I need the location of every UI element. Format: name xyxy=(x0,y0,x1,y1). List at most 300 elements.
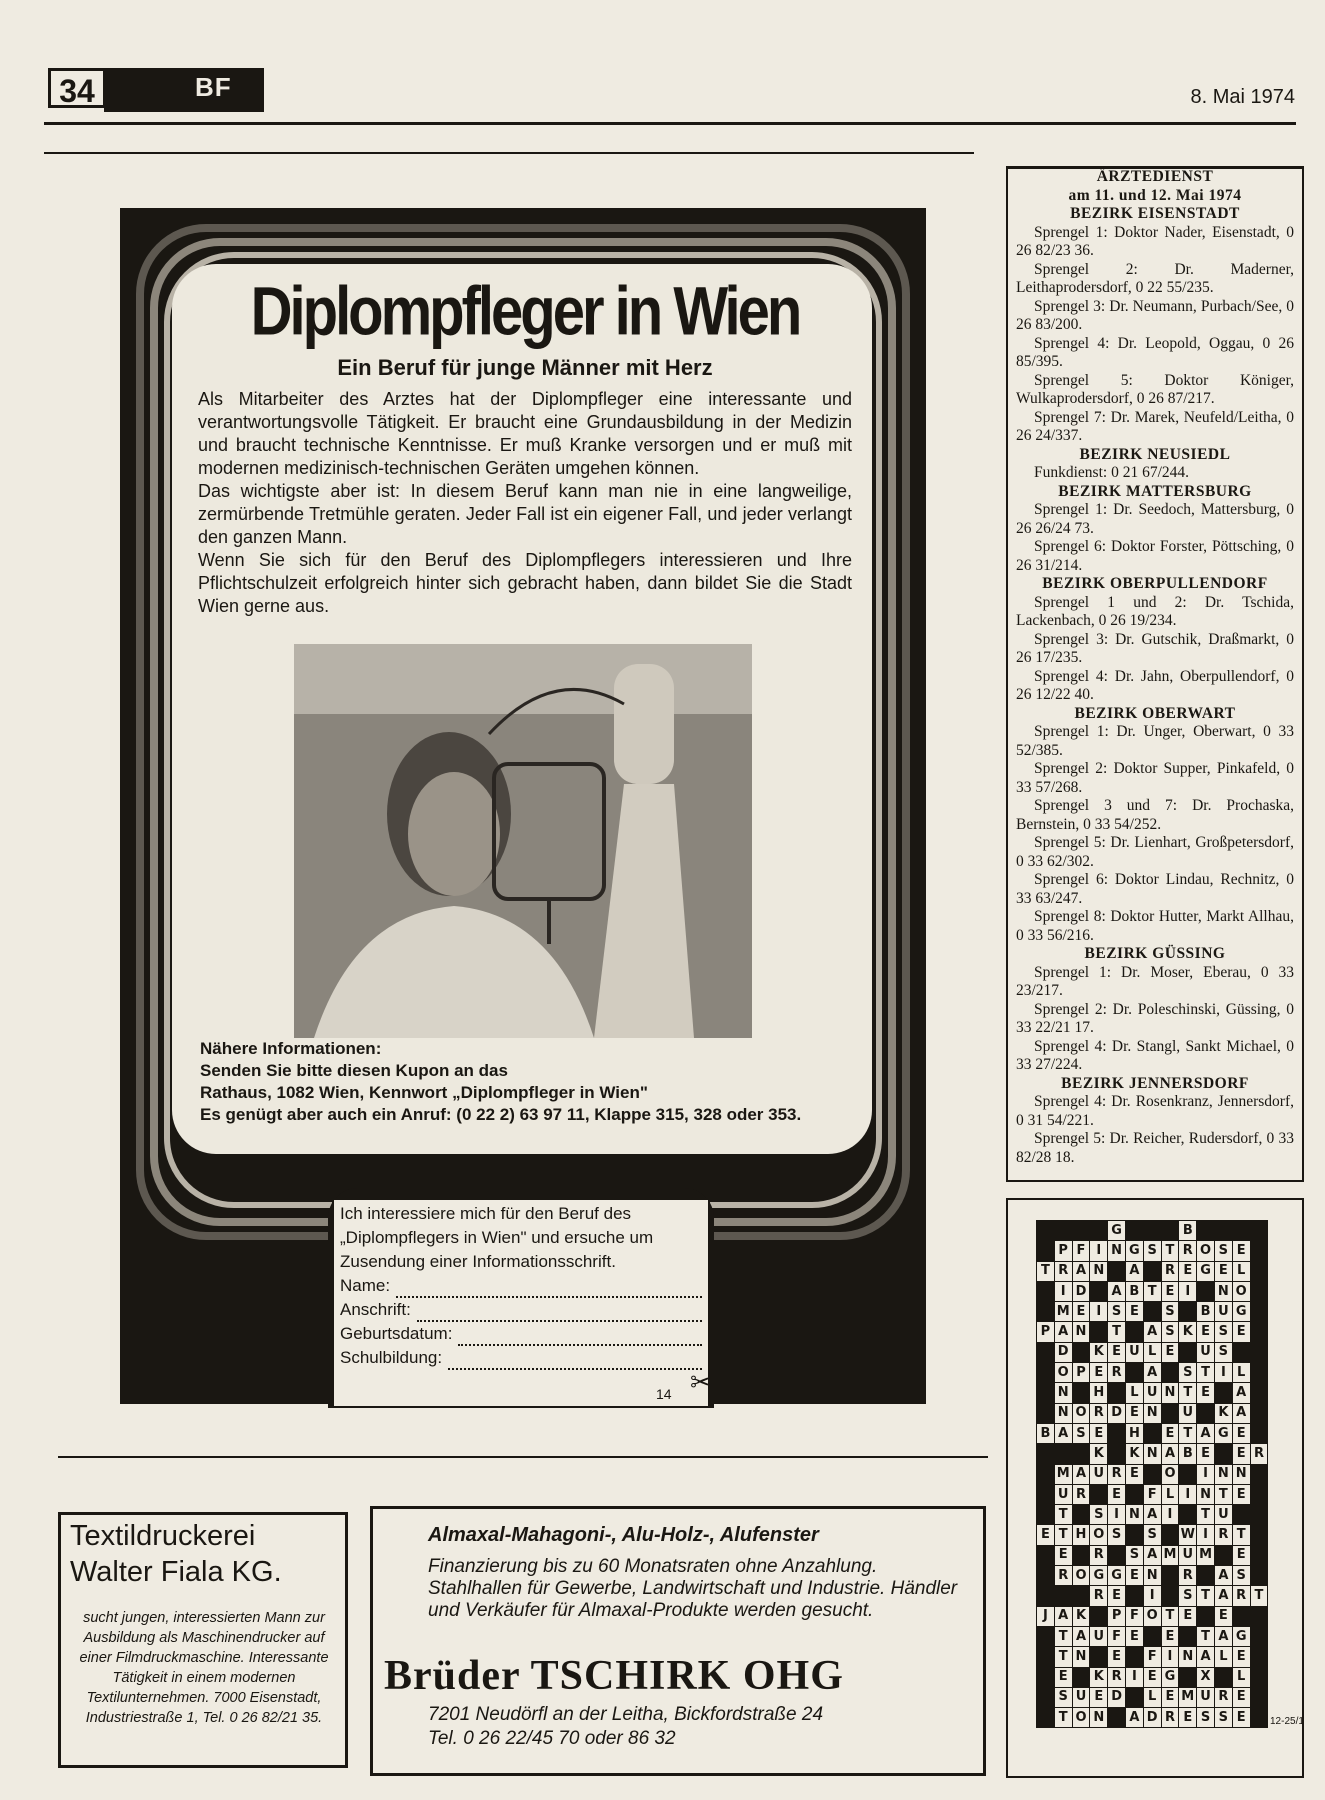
crossword-black-cell xyxy=(1125,1322,1143,1342)
crossword-cell: K xyxy=(1072,1606,1090,1626)
crossword-cell: M xyxy=(1197,1545,1215,1565)
crossword-cell: S xyxy=(1214,1342,1232,1362)
crossword-row xyxy=(1037,1687,1268,1707)
doctor-entry: Sprengel 1: Dr. Unger, Oberwart, 0 33 52/385. xyxy=(1016,723,1294,759)
crossword-cell: R xyxy=(1179,1241,1197,1261)
crossword-cell: U xyxy=(1179,1403,1197,1423)
crossword-black-cell xyxy=(1250,1667,1268,1687)
almaxal-ad-title: Almaxal-Mahagoni-, Alu-Holz-, Alufenster xyxy=(428,1524,819,1546)
crossword-cell: J xyxy=(1037,1606,1055,1626)
crossword-number: 12-25/1 xyxy=(1270,1716,1304,1727)
coupon-field-address[interactable] xyxy=(340,1298,702,1322)
crossword-cell: D xyxy=(1143,1708,1161,1728)
crossword-cell: E xyxy=(1125,1566,1143,1586)
crossword-cell: N xyxy=(1054,1403,1072,1423)
crossword-cell: G xyxy=(1090,1566,1108,1586)
crossword-black-cell xyxy=(1072,1342,1090,1362)
crossword-cell: R xyxy=(1250,1444,1268,1464)
crossword-cell: R xyxy=(1161,1261,1179,1281)
crossword-black-cell xyxy=(1037,1464,1055,1484)
crossword-cell: S xyxy=(1179,1363,1197,1383)
crossword-cell: T xyxy=(1054,1708,1072,1728)
nurse-photo-illustration xyxy=(294,644,752,1038)
ad-paragraph: Das wichtigste aber ist: In diesem Beruf kann man nie in eine langweilige, zermürbende Tretmühle geraten. Jeder Fall ist ein eigener Fall, und jeder verlangt den ganzen Mann. xyxy=(198,481,852,547)
crossword-black-cell xyxy=(1072,1586,1090,1606)
crossword-black-cell xyxy=(1250,1525,1268,1545)
crossword-cell: E xyxy=(1072,1302,1090,1322)
crossword-black-cell xyxy=(1108,1545,1126,1565)
crossword-cell: L xyxy=(1143,1342,1161,1362)
ad-title: Diplompfleger in Wien xyxy=(250,273,800,350)
crossword-cell: G xyxy=(1232,1302,1250,1322)
crossword-cell: A xyxy=(1214,1626,1232,1646)
crossword-cell: T xyxy=(1214,1484,1232,1504)
crossword-cell: S xyxy=(1161,1322,1179,1342)
crossword-cell: H xyxy=(1125,1423,1143,1443)
crossword-black-cell xyxy=(1197,1566,1215,1586)
crossword-black-cell xyxy=(1143,1302,1161,1322)
crossword-black-cell xyxy=(1125,1647,1143,1667)
crossword-row xyxy=(1037,1342,1268,1362)
crossword-cell: E xyxy=(1143,1667,1161,1687)
crossword-cell: G xyxy=(1108,1221,1126,1241)
crossword-black-cell xyxy=(1108,1383,1126,1403)
crossword-cell: K xyxy=(1090,1667,1108,1687)
crossword-cell: U xyxy=(1090,1464,1108,1484)
crossword-cell: W xyxy=(1179,1525,1197,1545)
section-label: BF xyxy=(195,72,232,102)
crossword-cell: M xyxy=(1054,1464,1072,1484)
crossword-cell: E xyxy=(1125,1403,1143,1423)
doctor-entry: Sprengel 4: Dr. Rosenkranz, Jennersdorf, 0 31 54/221. xyxy=(1016,1093,1294,1129)
textil-ad-name: Textildruckerei xyxy=(70,1520,256,1552)
crossword-cell: E xyxy=(1232,1545,1250,1565)
field-line[interactable] xyxy=(417,1306,702,1322)
crossword-cell: T xyxy=(1054,1525,1072,1545)
crossword-cell: P xyxy=(1072,1363,1090,1383)
crossword-cell: R xyxy=(1054,1566,1072,1586)
crossword-cell: T xyxy=(1197,1626,1215,1646)
field-line[interactable] xyxy=(458,1330,702,1346)
crossword-cell: F xyxy=(1125,1606,1143,1626)
crossword-black-cell xyxy=(1090,1281,1108,1301)
crossword-cell: T xyxy=(1037,1261,1055,1281)
crossword-cell: N xyxy=(1108,1241,1126,1261)
crossword-cell: G xyxy=(1197,1261,1215,1281)
crossword-cell: I xyxy=(1197,1525,1215,1545)
crossword-black-cell xyxy=(1037,1545,1055,1565)
crossword-cell: L xyxy=(1143,1687,1161,1707)
crossword-cell: L xyxy=(1232,1261,1250,1281)
crossword-cell: U xyxy=(1214,1505,1232,1525)
crossword-cell: I xyxy=(1108,1505,1126,1525)
crossword-black-cell xyxy=(1037,1302,1055,1322)
crossword-black-cell xyxy=(1125,1484,1143,1504)
district-heading: BEZIRK OBERWART xyxy=(1074,704,1236,722)
crossword-cell: O xyxy=(1054,1363,1072,1383)
field-label: Geburtsdatum: xyxy=(340,1324,453,1343)
crossword-cell: N xyxy=(1143,1566,1161,1586)
crossword-black-cell xyxy=(1197,1403,1215,1423)
header-rule xyxy=(44,122,1296,125)
crossword-cell: L xyxy=(1232,1363,1250,1383)
crossword-cell: T xyxy=(1250,1586,1268,1606)
crossword-cell: R xyxy=(1214,1687,1232,1707)
crossword-cell: U xyxy=(1125,1342,1143,1362)
crossword-cell: A xyxy=(1143,1322,1161,1342)
doctor-entry: Sprengel 2: Dr. Poleschinski, Güssing, 0 33 22/21 17. xyxy=(1016,1000,1294,1036)
crossword-black-cell xyxy=(1037,1687,1055,1707)
crossword-black-cell xyxy=(1037,1626,1055,1646)
crossword-cell: I xyxy=(1197,1464,1215,1484)
crossword-cell: A xyxy=(1143,1505,1161,1525)
info-line: Es genügt aber auch ein Anruf: (0 22 2) 63 97 11, Klappe 315, 328 oder 353. xyxy=(200,1105,802,1124)
crossword-black-cell xyxy=(1250,1261,1268,1281)
crossword-cell: R xyxy=(1090,1586,1108,1606)
crossword-black-cell xyxy=(1090,1606,1108,1626)
doctor-entry: Funkdienst: 0 21 67/244. xyxy=(1034,464,1190,481)
crossword-cell: E xyxy=(1232,1322,1250,1342)
crossword-black-cell xyxy=(1179,1464,1197,1484)
crossword-cell: E xyxy=(1125,1302,1143,1322)
crossword-cell: L xyxy=(1161,1484,1179,1504)
crossword-cell: S xyxy=(1214,1322,1232,1342)
crossword-cell: N xyxy=(1214,1281,1232,1301)
crossword-black-cell xyxy=(1250,1606,1268,1626)
crossword-black-cell xyxy=(1214,1444,1232,1464)
crossword-cell: T xyxy=(1161,1606,1179,1626)
crossword-cell: X xyxy=(1197,1667,1215,1687)
crossword-black-cell xyxy=(1037,1342,1055,1362)
crossword-row xyxy=(1037,1566,1268,1586)
crossword-cell: N xyxy=(1143,1444,1161,1464)
crossword-cell: P xyxy=(1054,1241,1072,1261)
crossword-cell: N xyxy=(1090,1261,1108,1281)
crossword-cell: T xyxy=(1161,1241,1179,1261)
crossword-cell: O xyxy=(1072,1708,1090,1728)
crossword-cell: R xyxy=(1232,1586,1250,1606)
crossword-cell: U xyxy=(1197,1342,1215,1362)
crossword-row xyxy=(1037,1484,1268,1504)
crossword-black-cell xyxy=(1072,1667,1090,1687)
crossword-black-cell xyxy=(1108,1423,1126,1443)
crossword-cell: E xyxy=(1232,1708,1250,1728)
crossword-cell: A xyxy=(1125,1261,1143,1281)
crossword-black-cell xyxy=(1250,1708,1268,1728)
doctor-entry: Sprengel 4: Dr. Leopold, Oggau, 0 26 85/395. xyxy=(1016,334,1294,370)
crossword-cell: E xyxy=(1125,1626,1143,1646)
coupon xyxy=(332,1198,710,1408)
crossword-cell: R xyxy=(1179,1566,1197,1586)
crossword-row xyxy=(1037,1606,1268,1626)
crossword-cell: P xyxy=(1108,1606,1126,1626)
crossword-black-cell xyxy=(1037,1566,1055,1586)
ad-subtitle: Ein Beruf für junge Männer mit Herz xyxy=(337,355,713,380)
crossword-black-cell xyxy=(1090,1647,1108,1667)
crossword-cell: E xyxy=(1232,1647,1250,1667)
crossword-black-cell xyxy=(1037,1241,1055,1261)
crossword-black-cell xyxy=(1250,1363,1268,1383)
crossword-black-cell xyxy=(1037,1383,1055,1403)
crossword-cell: E xyxy=(1161,1281,1179,1301)
crossword-black-cell xyxy=(1232,1342,1250,1362)
crossword-cell: A xyxy=(1125,1708,1143,1728)
crossword-cell: R xyxy=(1054,1261,1072,1281)
doctor-entry: Sprengel 1: Dr. Moser, Eberau, 0 33 23/217. xyxy=(1016,963,1294,999)
field-line[interactable] xyxy=(448,1354,702,1370)
district-heading: BEZIRK OBERPULLENDORF xyxy=(1042,575,1268,592)
crossword-cell: T xyxy=(1232,1525,1250,1545)
crossword-cell: K xyxy=(1214,1403,1232,1423)
crossword-cell: F xyxy=(1143,1484,1161,1504)
crossword-cell: O xyxy=(1072,1403,1090,1423)
crossword-black-cell xyxy=(1037,1403,1055,1423)
crossword-cell: E xyxy=(1037,1525,1055,1545)
crossword-black-cell xyxy=(1090,1484,1108,1504)
aerztedienst-list xyxy=(1016,205,1294,1167)
textil-ad-company: Walter Fiala KG. xyxy=(70,1556,282,1588)
crossword-black-cell xyxy=(1250,1281,1268,1301)
crossword-cell: E xyxy=(1161,1342,1179,1362)
crossword-cell: A xyxy=(1232,1403,1250,1423)
crossword-row xyxy=(1037,1525,1268,1545)
crossword-cell: R xyxy=(1108,1464,1126,1484)
crossword-cell: F xyxy=(1143,1647,1161,1667)
crossword-cell: T xyxy=(1179,1383,1197,1403)
crossword-cell: O xyxy=(1143,1606,1161,1626)
crossword-cell: I xyxy=(1161,1647,1179,1667)
crossword-cell: N xyxy=(1054,1383,1072,1403)
crossword-row xyxy=(1037,1626,1268,1646)
crossword-row xyxy=(1037,1403,1268,1423)
crossword-row xyxy=(1037,1545,1268,1565)
crossword-black-cell xyxy=(1037,1221,1055,1241)
doctor-entry: Sprengel 2: Dr. Maderner, Leithaprodersdorf, 0 22 55/235. xyxy=(1016,260,1294,296)
crossword-cell: E xyxy=(1161,1687,1179,1707)
crossword-cell: T xyxy=(1197,1586,1215,1606)
textil-ad-body: sucht jungen, interessierten Mann zur Ausbildung als Maschinendrucker auf einer Filmdruckmaschine. Interessante Tätigkeit in einem modernen Textilunternehmen. 7000 Eisenstadt, Industriestraße 1, Tel. 0 26 82/21 35. xyxy=(79,1610,329,1726)
crossword-black-cell xyxy=(1072,1444,1090,1464)
coupon-number: 14 xyxy=(656,1386,672,1402)
field-label: Anschrift: xyxy=(340,1300,411,1319)
crossword-row xyxy=(1037,1505,1268,1525)
crossword-cell: S xyxy=(1232,1566,1250,1586)
crossword-black-cell xyxy=(1232,1606,1250,1626)
field-label: Name: xyxy=(340,1276,391,1295)
nurse-photo xyxy=(294,644,752,1038)
crossword-row xyxy=(1037,1261,1268,1281)
doctor-entry: Sprengel 4: Dr. Stangl, Sankt Michael, 0 33 27/224. xyxy=(1016,1037,1294,1073)
crossword-cell: E xyxy=(1090,1363,1108,1383)
info-line: Senden Sie bitte diesen Kupon an das xyxy=(200,1061,508,1080)
crossword-cell: E xyxy=(1214,1261,1232,1281)
crossword-cell: E xyxy=(1108,1586,1126,1606)
crossword-cell: A xyxy=(1072,1464,1090,1484)
doctor-entry: Sprengel 7: Dr. Marek, Neufeld/Leitha, 0 26 24/337. xyxy=(1016,408,1294,444)
crossword-row xyxy=(1037,1464,1268,1484)
field-line[interactable] xyxy=(396,1282,702,1298)
crossword-black-cell xyxy=(1179,1626,1197,1646)
crossword-cell: G xyxy=(1214,1423,1232,1443)
crossword-row xyxy=(1037,1647,1268,1667)
crossword-black-cell xyxy=(1179,1667,1197,1687)
crossword-cell: O xyxy=(1232,1281,1250,1301)
crossword-cell: R xyxy=(1161,1708,1179,1728)
coupon-field-education[interactable] xyxy=(340,1346,702,1370)
crossword-cell: U xyxy=(1179,1545,1197,1565)
crossword-cell: R xyxy=(1090,1403,1108,1423)
crossword-cell: I xyxy=(1054,1281,1072,1301)
crossword-cell: E xyxy=(1161,1626,1179,1646)
crossword-cell: S xyxy=(1143,1241,1161,1261)
crossword-cell: A xyxy=(1214,1566,1232,1586)
crossword-cell: I xyxy=(1214,1363,1232,1383)
crossword-row xyxy=(1037,1281,1268,1301)
crossword-cell: S xyxy=(1161,1302,1179,1322)
crossword-cell: S xyxy=(1179,1586,1197,1606)
crossword-row xyxy=(1037,1221,1268,1241)
crossword-black-cell xyxy=(1125,1687,1143,1707)
crossword-row xyxy=(1037,1444,1268,1464)
crossword-black-cell xyxy=(1125,1586,1143,1606)
coupon-field-birthdate[interactable] xyxy=(340,1322,702,1346)
crossword-black-cell xyxy=(1214,1667,1232,1687)
doctor-entry: Sprengel 1: Dr. Seedoch, Mattersburg, 0 26 26/24 73. xyxy=(1016,501,1294,537)
section-bar xyxy=(104,68,264,112)
doctor-entry: Sprengel 3: Dr. Neumann, Purbach/See, 0 26 83/200. xyxy=(1016,297,1294,333)
crossword-cell: E xyxy=(1214,1606,1232,1626)
crossword-cell: T xyxy=(1143,1281,1161,1301)
crossword-cell: S xyxy=(1054,1687,1072,1707)
crossword-cell: A xyxy=(1143,1545,1161,1565)
doctor-entry: Sprengel 5: Dr. Lienhart, Großpetersdorf, 0 33 62/302. xyxy=(1016,834,1294,870)
crossword-black-cell xyxy=(1108,1708,1126,1728)
crossword-black-cell xyxy=(1250,1464,1268,1484)
crossword-black-cell xyxy=(1250,1545,1268,1565)
crossword-black-cell xyxy=(1232,1221,1250,1241)
crossword-cell: A xyxy=(1054,1606,1072,1626)
crossword-cell: A xyxy=(1197,1647,1215,1667)
crossword-black-cell xyxy=(1125,1363,1143,1383)
section-rule xyxy=(58,1456,988,1458)
crossword-cell: N xyxy=(1179,1647,1197,1667)
crossword-cell: A xyxy=(1143,1363,1161,1383)
crossword-black-cell xyxy=(1143,1626,1161,1646)
crossword-cell: N xyxy=(1125,1505,1143,1525)
crossword-black-cell xyxy=(1072,1383,1090,1403)
crossword-cell: I xyxy=(1179,1281,1197,1301)
crossword-cell: F xyxy=(1108,1626,1126,1646)
doctor-entry: Sprengel 8: Doktor Hutter, Markt Allhau, 0 33 56/216. xyxy=(1016,908,1294,944)
crossword-cell: D xyxy=(1108,1403,1126,1423)
crossword-cell: U xyxy=(1143,1383,1161,1403)
doctor-entry: Sprengel 3: Dr. Gutschik, Draßmarkt, 0 26 17/235. xyxy=(1016,630,1294,666)
aerztedienst-title: ÄRZTEDIENST xyxy=(1096,168,1214,185)
crossword-black-cell xyxy=(1037,1586,1055,1606)
crossword-black-cell xyxy=(1232,1505,1250,1525)
info-line: Rathaus, 1082 Wien, Kennwort „Diplompfleger in Wien" xyxy=(200,1083,648,1102)
crossword-row xyxy=(1037,1667,1268,1687)
crossword-cell: E xyxy=(1108,1342,1126,1362)
info-block xyxy=(200,1038,860,1126)
crossword-cell: D xyxy=(1054,1342,1072,1362)
crossword-cell: S xyxy=(1214,1241,1232,1261)
crossword-black-cell xyxy=(1179,1342,1197,1362)
crossword-cell: O xyxy=(1072,1566,1090,1586)
crossword-cell: N xyxy=(1143,1403,1161,1423)
district-heading: BEZIRK EISENSTADT xyxy=(1070,205,1240,222)
crossword-cell: S xyxy=(1090,1505,1108,1525)
crossword-black-cell xyxy=(1072,1221,1090,1241)
info-heading: Nähere Informationen: xyxy=(200,1039,382,1058)
crossword-cell: E xyxy=(1179,1261,1197,1281)
crossword-black-cell xyxy=(1214,1383,1232,1403)
ad-paragraph: Als Mitarbeiter des Arztes hat der Diplompfleger eine interessante und verantwortungsvolle Tätigkeit. Er braucht eine Grundausbildung in der Medizin und braucht technische Kenntnisse. Er muß Kranke versorgen und er muß mit modernen medizinisch-technischen Geräten umgehen können. xyxy=(198,389,852,478)
crossword-cell: I xyxy=(1090,1302,1108,1322)
crossword-cell: K xyxy=(1125,1444,1143,1464)
crossword-cell: I xyxy=(1179,1484,1197,1504)
crossword-cell: K xyxy=(1179,1322,1197,1342)
doctor-entry: Sprengel 1: Doktor Nader, Eisenstadt, 0 26 82/23 36. xyxy=(1016,223,1294,259)
top-rule xyxy=(44,152,974,154)
crossword-black-cell xyxy=(1179,1505,1197,1525)
crossword-cell: S xyxy=(1143,1525,1161,1545)
almaxal-ad-firm: Brüder TSCHIRK OHG xyxy=(384,1653,844,1699)
crossword-cell: R xyxy=(1090,1545,1108,1565)
crossword-black-cell xyxy=(1054,1586,1072,1606)
crossword-black-cell xyxy=(1161,1586,1179,1606)
crossword-black-cell xyxy=(1250,1626,1268,1646)
crossword-black-cell xyxy=(1037,1281,1055,1301)
crossword-cell: A xyxy=(1054,1322,1072,1342)
district-heading: BEZIRK MATTERSBURG xyxy=(1058,482,1252,500)
crossword-cell: F xyxy=(1072,1241,1090,1261)
almaxal-ad-address: 7201 Neudörfl an der Leitha, Bickfordstraße 24 xyxy=(428,1704,824,1725)
crossword-cell: T xyxy=(1108,1322,1126,1342)
doctor-entry: Sprengel 4: Dr. Jahn, Oberpullendorf, 0 26 12/22 40. xyxy=(1016,667,1294,703)
crossword-black-cell xyxy=(1250,1484,1268,1504)
coupon-field-name[interactable] xyxy=(340,1274,702,1298)
crossword-cell: U xyxy=(1197,1687,1215,1707)
crossword-grid xyxy=(1036,1220,1268,1728)
crossword-row xyxy=(1037,1241,1268,1261)
crossword-black-cell xyxy=(1161,1363,1179,1383)
crossword-cell: U xyxy=(1072,1687,1090,1707)
crossword-cell: U xyxy=(1090,1626,1108,1646)
crossword-cell: T xyxy=(1054,1505,1072,1525)
crossword-cell: M xyxy=(1179,1687,1197,1707)
crossword-cell: N xyxy=(1090,1708,1108,1728)
crossword-black-cell xyxy=(1037,1647,1055,1667)
crossword-row xyxy=(1037,1322,1268,1342)
crossword-cell: P xyxy=(1037,1322,1055,1342)
crossword-cell: N xyxy=(1072,1322,1090,1342)
crossword-black-cell xyxy=(1250,1302,1268,1322)
crossword-cell: G xyxy=(1125,1241,1143,1261)
crossword-row xyxy=(1037,1708,1268,1728)
crossword-black-cell xyxy=(1108,1444,1126,1464)
crossword-black-cell xyxy=(1197,1606,1215,1626)
crossword-cell: L xyxy=(1125,1383,1143,1403)
crossword-cell: E xyxy=(1125,1464,1143,1484)
district-heading: BEZIRK GÜSSING xyxy=(1084,945,1226,962)
crossword-cell: E xyxy=(1197,1444,1215,1464)
crossword-black-cell xyxy=(1072,1505,1090,1525)
crossword-cell: T xyxy=(1054,1647,1072,1667)
crossword-black-cell xyxy=(1108,1261,1126,1281)
crossword-cell: S xyxy=(1125,1545,1143,1565)
doctor-entry: Sprengel 2: Doktor Supper, Pinkafeld, 0 33 57/268. xyxy=(1016,760,1294,796)
